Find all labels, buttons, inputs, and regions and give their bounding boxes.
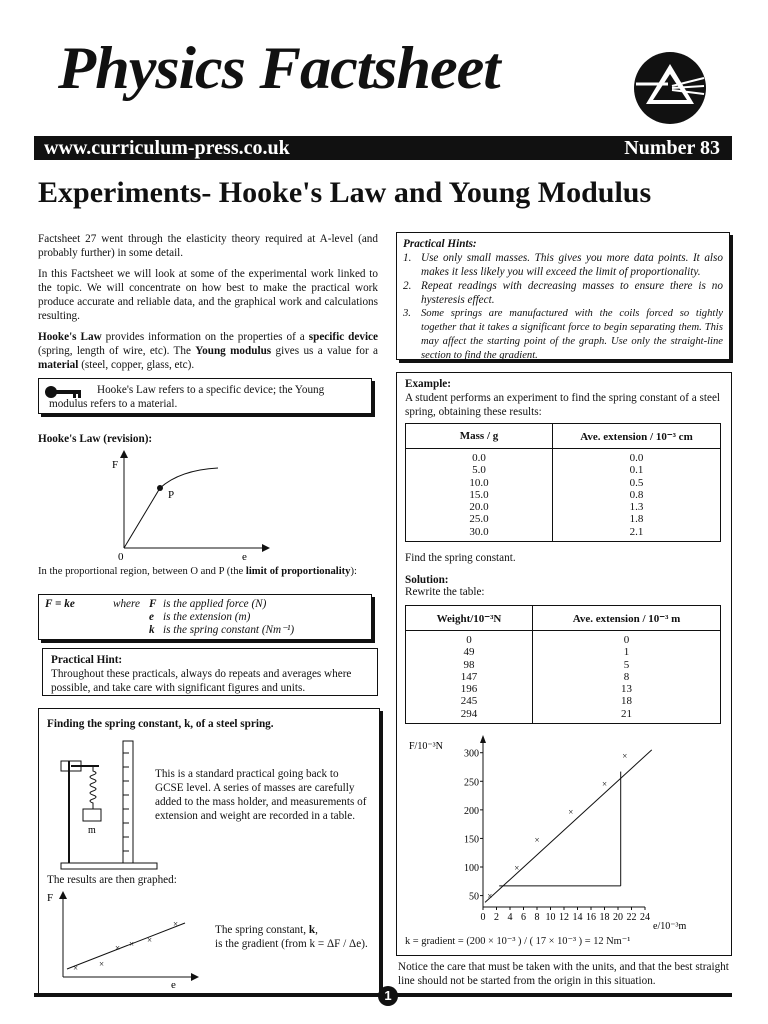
hint-number: 2. [403,280,412,292]
data-point: × [514,863,520,874]
factsheet-number: Number 83 [624,137,720,159]
symbol-e: e [149,611,154,623]
example-box [396,372,732,956]
weight-cell: 0 [466,634,472,646]
x-tick-label: 22 [626,912,637,923]
caption-text: ): [350,566,357,577]
data-point: × [534,835,540,846]
hint-number: 3. [403,308,411,319]
definition-f: is the applied force (N) [163,598,267,610]
converted-table [405,605,721,724]
hint-item-3 [403,307,723,363]
extension-m-cell: 0 [623,634,630,646]
find-prompt: Find the spring constant. [405,552,516,564]
graph-p-label: P [168,489,175,501]
page-title: Experiments- Hooke's Law and Young Modulus [38,176,652,209]
column-extension-m: Ave. extension / 10⁻³ m [533,606,721,631]
solution-heading: Solution: [405,574,449,586]
site-url[interactable]: www.curriculum-press.co.uk [44,137,290,159]
symbol-f: F [149,598,157,610]
extension-m-cell: 5 [623,658,630,671]
spring-apparatus-diagram [57,739,167,873]
spring-results-sketch-graph [45,887,205,989]
mass-cell: 15.0 [469,488,489,501]
x-tick-label: 20 [613,912,623,923]
intro-text: (steel, copper, glass, etc). [78,359,195,371]
rewrite-text: Rewrite the table: [405,586,485,598]
extension-m-cell: 8 [623,670,630,683]
x-tick-label: 14 [572,912,583,923]
hookes-law-revision-graph [100,448,280,566]
gradient-line-2: is the gradient (from k = ΔF / Δe). [215,938,368,950]
column-extension: Ave. extension / 10⁻³ cm [553,424,721,449]
practical-hint-heading: Practical Hint: [51,654,123,666]
proportional-caption [38,565,383,579]
gradient-symbol-k: k [308,924,316,936]
intro-paragraph-2: In this Factsheet we will look at some of the experimental work linked to the topic. We will concentrate on how best to make the practical work produce accurate and reliable data, and the graphical work and calculations resulting. [38,268,378,322]
hint-text: Use only small masses. This gives you more data points. It also makes it less likely you will exceed the limit of proportionality. [421,252,723,278]
banner [34,136,732,160]
finding-heading: Finding the spring constant, k, of a steel spring. [47,718,274,730]
extension-cell: 2.1 [629,525,644,538]
x-tick-label: 6 [521,912,526,923]
hint-item-1 [403,251,723,279]
y-axis-label: F/10⁻³N [409,741,443,752]
mass-values [406,449,553,542]
extension-cell: 1.8 [629,513,644,526]
column-mass: Mass / g [406,424,553,449]
mass-cell: 30.0 [469,525,489,538]
svg-text:×: × [115,943,121,953]
masthead: Physics Factsheet [58,35,500,101]
y-tick-label: 150 [464,834,479,846]
example-intro [405,377,725,419]
force-extension-chart [401,735,731,935]
gradient-calculation: k = gradient = (200 × 10⁻³ ) / ( 17 × 10⁻³ ) = 12 Nm⁻¹ [405,936,631,947]
term-material: material [38,359,79,371]
y-tick-label: 250 [464,777,479,789]
gradient-text-part: The spring constant, [215,924,309,936]
weight-cell: 294 [460,707,478,720]
intro-paragraph-1: Factsheet 27 went through the elasticity theory required at A-level (and probably further) in some detail. [38,233,378,259]
mass-cell: 20.0 [469,501,489,514]
data-point: × [568,807,574,818]
mass-label: m [88,825,96,836]
mass-cell: 5.0 [472,464,486,477]
x-tick-label: 18 [599,912,610,923]
intro-text: gives us a value for a [271,345,379,357]
key-point-box [38,378,372,414]
svg-text:×: × [129,939,135,949]
gradient-line-1 [215,923,381,937]
page-number: 1 [378,986,398,1006]
y-tick-label: 100 [464,863,479,874]
mass-cell: 0.0 [472,452,486,464]
practical-hints-box [396,232,730,360]
term-limit-of-proportionality: limit of proportionality [245,566,351,577]
x-tick-label: 4 [507,912,513,923]
key-point-text: Hooke's Law refers to a specific device; the Young modulus refers to a material. [49,384,325,410]
svg-text:×: × [173,919,179,929]
y-tick-label: 300 [464,748,479,760]
intro-paragraph-3 [38,330,378,372]
finding-box [38,708,380,994]
x-tick-label: 8 [534,912,540,923]
gradient-text [215,923,381,951]
definition-k: is the spring constant (Nm⁻¹) [163,624,295,636]
svg-text:×: × [99,959,105,969]
weight-cell: 98 [463,658,475,671]
x-tick-label: 0 [480,912,486,923]
column-weight: Weight/10⁻³N [406,606,533,631]
sketch-f-label: F [47,892,54,904]
revision-heading: Hooke's Law (revision): [38,433,153,445]
symbol-k: k [149,624,155,636]
extension-cell: 1.3 [629,501,644,514]
results-table [405,423,721,542]
mass-cell: 10.0 [469,476,489,489]
extension-values [553,449,721,542]
data-point: × [487,891,493,902]
example-text: A student performs an experiment to find the spring constant of a steel spring, obtaining these results: [405,392,721,418]
weight-cell: 196 [460,683,478,696]
practical-hints-heading: Practical Hints: [403,238,477,250]
x-tick-label: 10 [545,912,556,923]
hint-text: Repeat readings with decreasing masses to ensure there is no hysteresis effect. [421,280,723,306]
x-tick-label: 2 [494,912,499,923]
formula: F = ke [45,598,75,610]
practical-hint-box [42,648,378,696]
term-young-modulus: Young modulus [195,345,272,357]
extension-cell: 0.0 [629,452,644,464]
hint-text: Some springs are manufactured with the coils forced so tightly together that it takes a significant force to begin separating them. This may affect the starting point of the graph. Use only the straight-line section to find the gradient. [421,308,723,361]
graphed-caption: The results are then graphed: [47,874,177,886]
sketch-e-label: e [171,979,176,989]
graph-origin-label: 0 [118,551,124,563]
key-icon [43,385,83,399]
notice-text: Notice the care that must be taken with the units, and that the best straight line should not be started from the origin in this situation. [398,961,729,987]
extension-m-cell: 13 [621,683,632,696]
practical-hint-text: Throughout these practicals, always do repeats and averages where possible, and take care with significant figures and units. [51,668,352,694]
caption-text: In the proportional region, between O and P (the [38,566,246,577]
term-specific-device: specific device [308,331,378,343]
extension-m-cell: 21 [621,707,632,720]
formula-box [38,594,372,640]
weight-cell: 49 [463,646,475,659]
extension-m-values [533,631,721,724]
finding-description: This is a standard practical going back to GCSE level. A series of masses are carefully added to the mass holder, and measurements of extension and weight are recorded in a table. [155,768,367,822]
y-axis-arrow [480,735,486,743]
intro [38,232,378,372]
data-point: × [622,751,628,762]
formula-where: where [113,598,140,610]
x-tick-label: 12 [559,912,569,923]
y-tick-label: 50 [469,891,479,903]
gradient-text-part: , [315,924,318,936]
extension-cell: 0.5 [629,476,644,489]
graph-e-label: e [242,551,247,563]
x-tick-label: 16 [586,912,596,923]
x-tick-label: 24 [640,912,650,923]
intro-text: provides information on the properties of a [101,331,309,343]
hint-number: 1. [403,252,412,264]
extension-cell: 0.1 [629,464,644,477]
term-hookes-law: Hooke's Law [38,331,102,343]
mass-cell: 25.0 [469,513,489,526]
weight-cell: 245 [460,695,478,708]
x-axis-label: e/10⁻³m [653,921,687,932]
extension-m-cell: 1 [623,646,630,659]
graph-f-label: F [112,459,119,471]
definition-e: is the extension (m) [163,611,251,623]
weight-cell: 147 [460,670,478,683]
extension-m-cell: 18 [621,695,632,708]
best-fit-line [485,750,652,903]
prism-logo-icon [632,50,708,126]
weight-values [406,631,533,724]
svg-text:×: × [73,963,79,973]
intro-text: (spring, length of wire, etc). The [38,345,196,357]
hint-item-2 [403,279,723,307]
example-heading: Example: [405,378,451,390]
data-point: × [601,779,608,790]
svg-text:×: × [147,935,153,945]
extension-cell: 0.8 [629,488,644,501]
y-tick-label: 200 [464,805,479,817]
